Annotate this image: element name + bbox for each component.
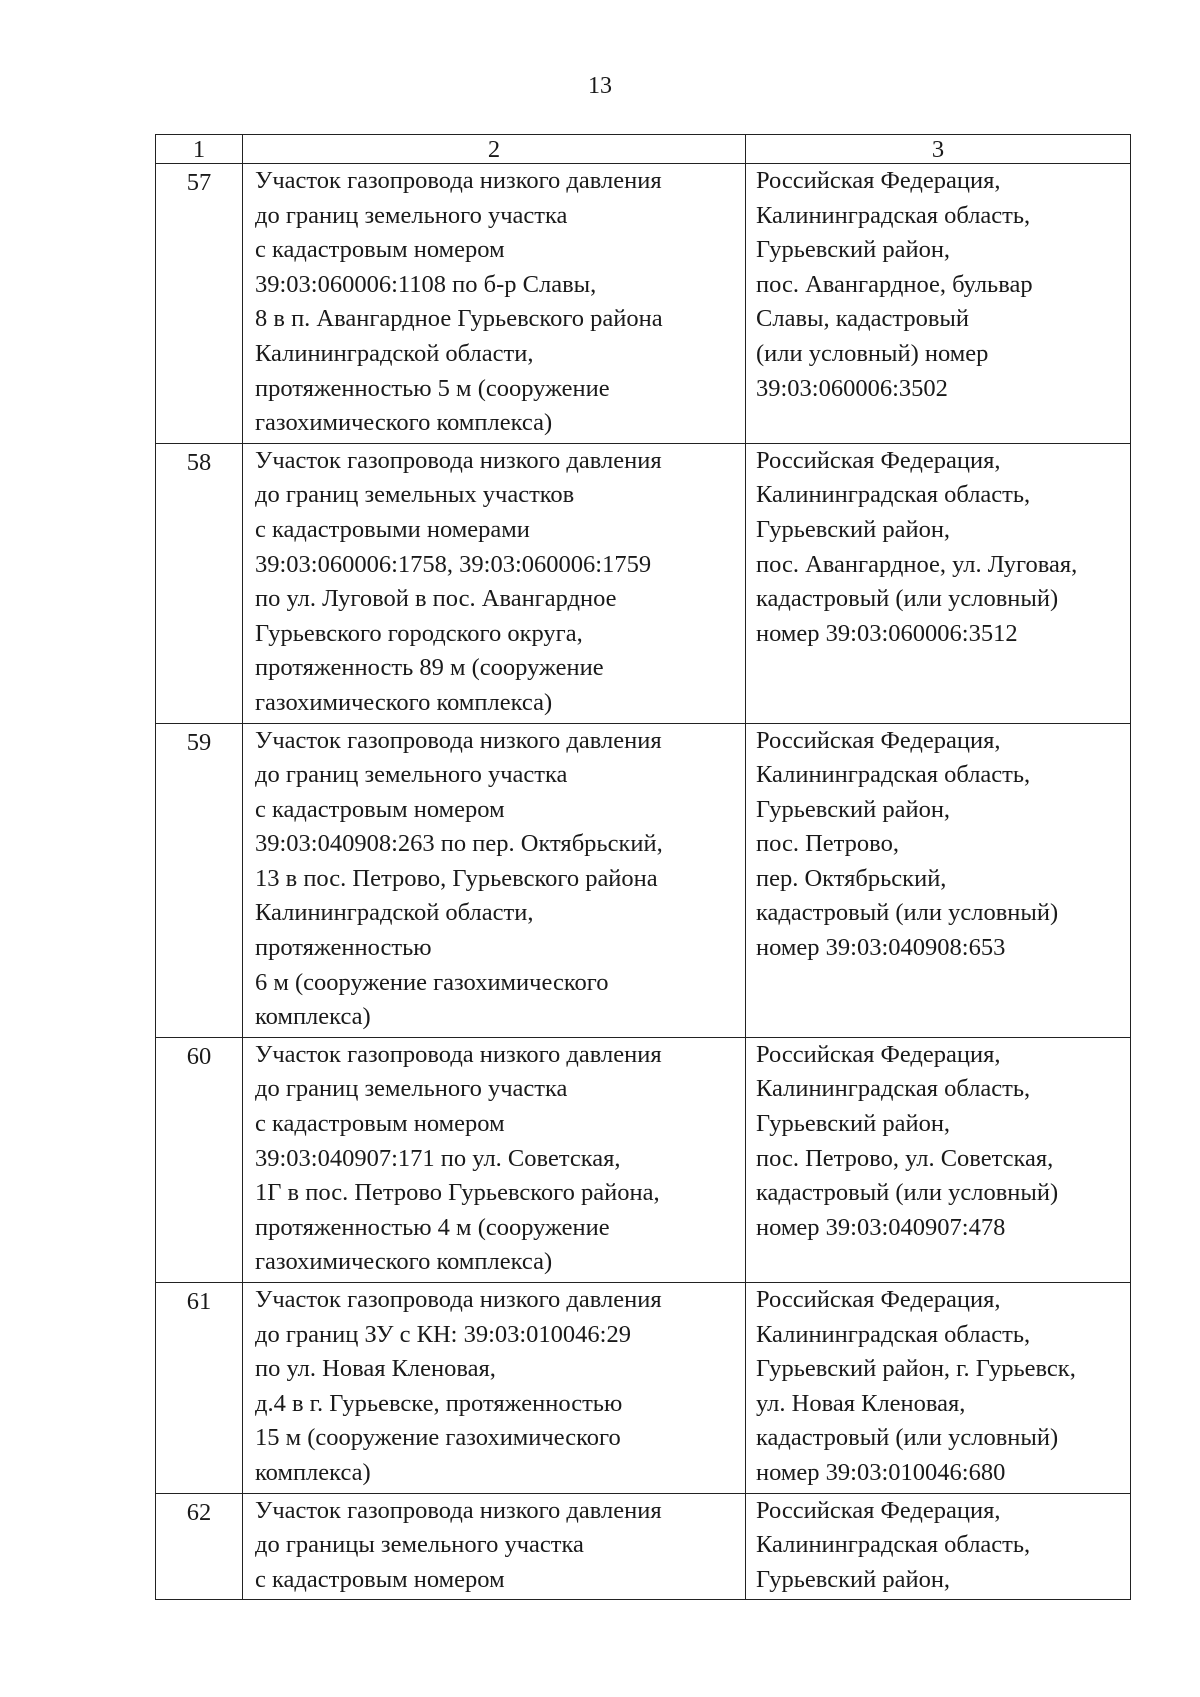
object-address-line: номер 39:03:010046:680: [756, 1458, 1006, 1486]
object-description-line: протяженностью 5 м (сооружение: [255, 374, 610, 402]
object-description-line: протяженностью 4 м (сооружение: [255, 1213, 610, 1241]
object-description-line: Участок газопровода низкого давления: [255, 1286, 662, 1313]
table-row: [156, 1493, 1131, 1600]
object-address-line: Калининградская область,: [756, 1075, 1031, 1103]
object-address-line: Калининградская область,: [756, 201, 1031, 229]
object-description-line: Участок газопровода низкого давления: [255, 1040, 662, 1068]
object-address-line: Гурьевский район,: [756, 795, 951, 823]
table-row: [156, 1283, 1131, 1494]
object-description-line: с кадастровым номером: [255, 795, 505, 823]
object-address-line: пос. Авангардное, ул. Луговая,: [756, 550, 1078, 578]
object-description: [243, 443, 746, 723]
table-row: [156, 443, 1131, 723]
object-address-line: ул. Новая Кленовая,: [756, 1389, 966, 1417]
table-row: [156, 164, 1131, 444]
row-number: 58: [156, 443, 243, 723]
table-row: [156, 723, 1131, 1037]
object-address-line: пос. Авангардное, бульвар: [756, 270, 1033, 298]
object-description-line: Калининградской области,: [255, 339, 534, 367]
object-address-line: Российская Федерация,: [756, 1496, 1001, 1524]
object-description-line: с кадастровыми номерами: [255, 515, 530, 543]
object-description-line: протяженность 89 м (сооружение: [255, 654, 604, 682]
object-address-line: кадастровый (или условный): [756, 585, 1059, 613]
table-header: [156, 135, 1131, 164]
object-description-line: 6 м (сооружение газохимического: [255, 968, 609, 996]
page-number: 13: [588, 73, 612, 99]
registry-table: [155, 134, 1131, 1600]
object-address-line: пер. Октябрьский,: [756, 864, 947, 892]
object-description-line: до границ ЗУ с КН: 39:03:010046:29: [255, 1320, 631, 1348]
object-description-line: газохимического комплекса): [255, 688, 553, 716]
row-number: 59: [156, 723, 243, 1037]
object-description-line: Участок газопровода низкого давления: [255, 446, 662, 474]
object-description: [243, 164, 746, 444]
object-description-line: Участок газопровода низкого давления: [255, 167, 662, 194]
object-address: [746, 443, 1131, 723]
row-number: 57: [156, 164, 243, 444]
object-address-line: номер 39:03:040908:653: [756, 934, 1006, 962]
column-header-3: 3: [746, 135, 1131, 164]
object-address-line: Российская Федерация,: [756, 1040, 1001, 1068]
object-address-line: Российская Федерация,: [756, 167, 1001, 194]
object-address-line: пос. Петрово, ул. Советская,: [756, 1144, 1054, 1172]
object-address: [746, 1037, 1131, 1282]
object-description-line: до границ земельных участков: [255, 481, 575, 509]
object-description-line: протяженностью: [255, 934, 432, 962]
object-address-line: Гурьевский район,: [756, 515, 951, 543]
table-body: [156, 164, 1131, 1600]
object-address: [746, 1493, 1131, 1600]
object-address: [746, 723, 1131, 1037]
object-description-line: д.4 в г. Гурьевске, протяженностью: [255, 1389, 623, 1417]
object-description-line: Участок газопровода низкого давления: [255, 1496, 662, 1524]
object-description-line: 39:03:060006:1108 по б-р Славы,: [255, 270, 597, 298]
object-address-line: Калининградская область,: [756, 481, 1031, 509]
object-address-line: номер 39:03:060006:3512: [756, 619, 1018, 647]
object-description-line: комплекса): [255, 1003, 371, 1031]
object-address-line: Российская Федерация,: [756, 446, 1001, 474]
object-description-line: до границ земельного участка: [255, 1075, 568, 1103]
column-header-2: 2: [243, 135, 746, 164]
object-description: [243, 723, 746, 1037]
object-description-line: Участок газопровода низкого давления: [255, 726, 662, 754]
object-address-line: Гурьевский район,: [756, 1110, 951, 1138]
object-address-line: Калининградская область,: [756, 1320, 1031, 1348]
object-description-line: по ул. Новая Кленовая,: [255, 1355, 496, 1383]
object-address: [746, 164, 1131, 444]
object-description-line: с кадастровым номером: [255, 1110, 505, 1138]
row-number: 60: [156, 1037, 243, 1282]
object-address-line: Гурьевский район,: [756, 236, 951, 264]
row-number: 61: [156, 1283, 243, 1494]
object-address-line: пос. Петрово,: [756, 830, 899, 858]
table-row: [156, 1037, 1131, 1282]
object-address-line: Российская Федерация,: [756, 1286, 1001, 1313]
object-address-line: кадастровый (или условный): [756, 1424, 1059, 1452]
object-description: [243, 1493, 746, 1600]
object-description-line: до границ земельного участка: [255, 201, 568, 229]
object-description-line: газохимического комплекса): [255, 409, 553, 437]
object-description-line: Калининградской области,: [255, 899, 534, 927]
object-description-line: до границ земельного участка: [255, 761, 568, 789]
object-address-line: Славы, кадастровый: [756, 305, 969, 333]
object-description-line: с кадастровым номером: [255, 1565, 505, 1593]
object-address: [746, 1283, 1131, 1494]
object-description: [243, 1037, 746, 1282]
object-address-line: номер 39:03:040907:478: [756, 1213, 1006, 1241]
object-description-line: 15 м (сооружение газохимического: [255, 1424, 621, 1452]
object-address-line: (или условный) номер: [756, 339, 989, 367]
object-description-line: Гурьевского городского округа,: [255, 619, 583, 647]
object-address-line: кадастровый (или условный): [756, 1179, 1059, 1207]
object-address-line: Калининградская область,: [756, 761, 1031, 789]
object-description-line: 39:03:060006:1758, 39:03:060006:1759: [255, 550, 652, 578]
object-address-line: Российская Федерация,: [756, 726, 1001, 754]
object-description-line: до границы земельного участка: [255, 1531, 584, 1559]
column-header-1: 1: [156, 135, 243, 164]
object-description-line: 39:03:040907:171 по ул. Советская,: [255, 1144, 621, 1172]
object-description-line: комплекса): [255, 1458, 371, 1486]
object-address-line: Калининградская область,: [756, 1531, 1031, 1559]
row-number: 62: [156, 1493, 243, 1600]
object-description-line: с кадастровым номером: [255, 236, 505, 264]
object-description-line: 8 в п. Авангардное Гурьевского района: [255, 305, 663, 333]
object-description-line: 39:03:040908:263 по пер. Октябрьский,: [255, 830, 663, 858]
object-description-line: газохимического комплекса): [255, 1248, 553, 1276]
object-description-line: 13 в пос. Петрово, Гурьевского района: [255, 864, 658, 892]
object-address-line: Гурьевский район,: [756, 1565, 951, 1593]
object-address-line: 39:03:060006:3502: [756, 374, 948, 402]
object-address-line: кадастровый (или условный): [756, 899, 1059, 927]
object-description: [243, 1283, 746, 1494]
object-description-line: 1Г в пос. Петрово Гурьевского района,: [255, 1179, 660, 1207]
object-description-line: по ул. Луговой в пос. Авангардное: [255, 585, 617, 613]
object-address-line: Гурьевский район, г. Гурьевск,: [756, 1355, 1076, 1383]
